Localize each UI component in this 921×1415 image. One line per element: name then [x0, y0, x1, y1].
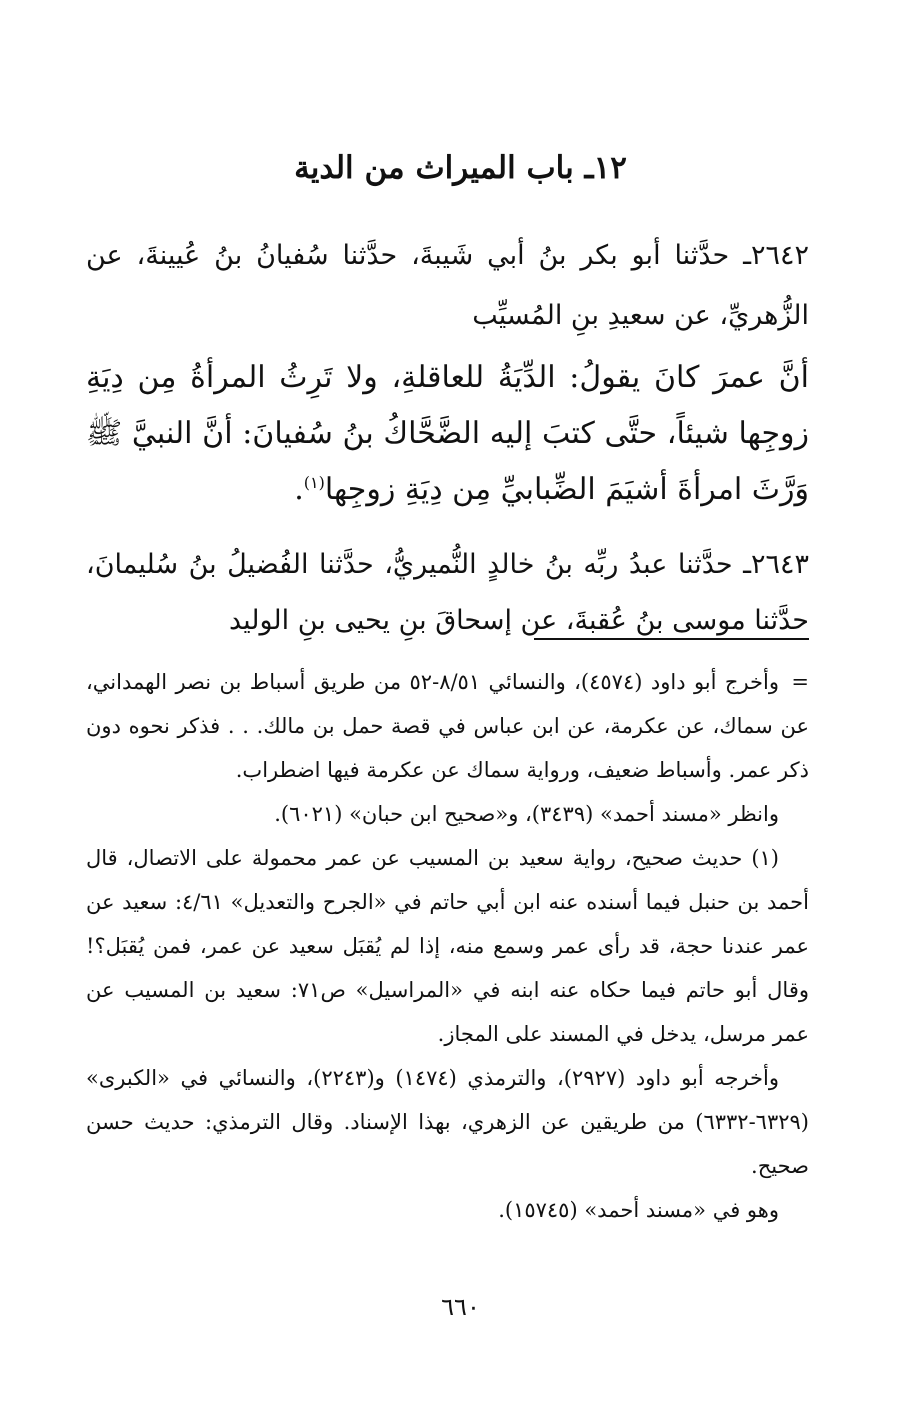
footnote-paragraph: (١) حديث صحيح، رواية سعيد بن المسيب عن عمر محمولة على الاتصال، قال أحمد بن حنبل فيما أسنده عنه ابن أبي حاتم في «الجرح والتعديل» ٤/٦١: سعيد عن عمر عندنا حجة، قد رأى عمر وسمع منه، إذا لم يُقبَل سعيد عن عمر، فمن يُقبَل؟! وقال أبو حاتم فيما حكاه عنه ابنه في «المراسيل» ص٧١: سعيد بن المسيب عن عمر مرسل، يدخل في المسند على المجاز. [86, 846, 810, 1046]
page-number: ٦٦٠ [441, 1293, 480, 1321]
footnote-paragraph: وهو في «مسند أحمد» (١٥٧٤٥). [498, 1198, 779, 1222]
footnote-marker: (١) [303, 473, 325, 492]
footnote-text: وأخرج أبو داود (٤٥٧٤)، والنسائي ٨/٥١-٥٢ من طريق أسباط بن نصر الهمداني، عن سماك، عن عكرمة، عن ابن عباس في قصة حمل بن مالك. . . فذكر نحوه دون ذكر عمر. وأسباط ضعيف، ورواية سماك عن عكرمة فيها اضطراب. [86, 670, 809, 782]
continuation-mark: = [791, 670, 809, 694]
footnote-paragraph: وأخرجه أبو داود (٢٩٢٧)، والترمذي (١٤٧٤) و(٢٢٤٣)، والنسائي في «الكبرى» (٦٣٢٩-٦٣٣٢) من طريقين عن الزهري، بهذا الإسناد. وقال الترمذي: حديث حسن صحيح. [86, 1066, 809, 1178]
hadith-matn-text: أنَّ عمرَ كانَ يقولُ: الدِّيَةُ للعاقلةِ، ولا تَرِثُ المرأةُ مِن دِيَةِ زوجِها شيئاً، حتَّى كتبَ إليه الضَّحَّاكُ بنُ سُفيانَ: أنَّ النبيَّ ﷺ وَرَّثَ امرأةَ أشيَمَ الضِّبابيِّ مِن دِيَةِ زوجِها [86, 360, 809, 507]
footnote-paragraph: وانظر «مسند أحمد» (٣٤٣٩)، و«صحيح ابن حبان» (٦٠٢١). [274, 802, 779, 826]
chapter-title: ١٢ـ باب الميراث من الدية [294, 150, 627, 186]
hadith-isnad: ٢٦٤٣ـ حدَّثنا عبدُ ربِّه بنُ خالدٍ النُّميريُّ، حدَّثنا الفُضيلُ بنُ سُليمانَ، حدَّثنا موسى بنُ عُقبةَ، عن إسحاقَ بنِ يحيى بنِ الوليد [86, 549, 809, 636]
hadith-isnad: ٢٦٤٢ـ حدَّثنا أبو بكر بنُ أبي شَيبةَ، حدَّثنا سُفيانُ بنُ عُيينةَ، عن الزُّهريِّ، عن سعيدِ بنِ المُسيِّب [86, 240, 809, 331]
hadith-matn [86, 350, 809, 518]
footnote-paragraph [86, 660, 809, 792]
hadith-matn-end: . [294, 472, 304, 507]
footnote-divider [534, 638, 809, 640]
footnotes-section [86, 660, 809, 1232]
